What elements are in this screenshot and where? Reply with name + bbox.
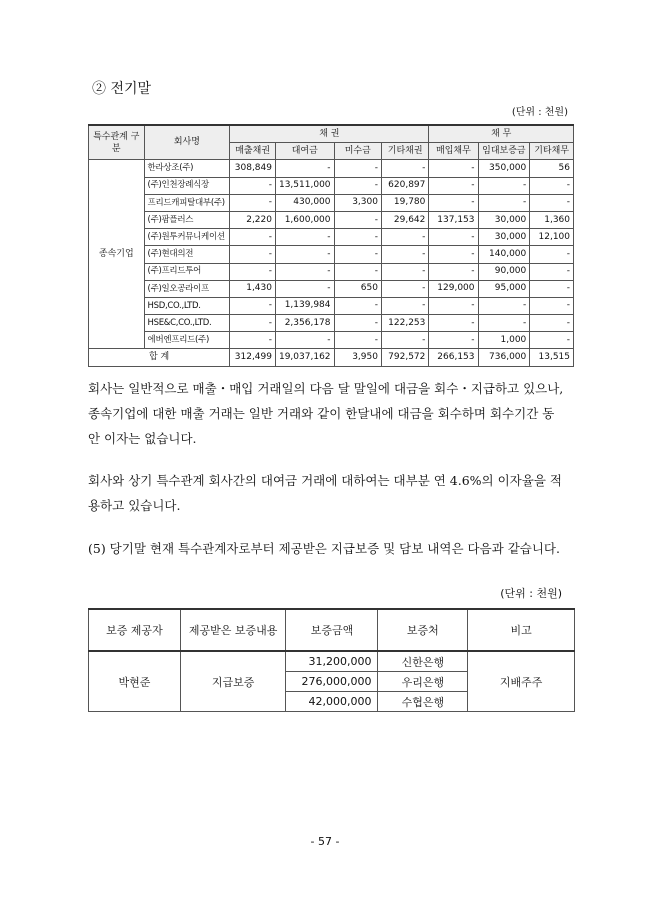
related-party-balance-table: [88, 124, 574, 367]
cell-value: -: [478, 194, 530, 211]
company-name: HSD,CO.,LTD.: [144, 297, 230, 314]
guarantee-amount: 31,200,000: [286, 651, 378, 672]
cell-value: -: [381, 297, 428, 314]
cell-value: -: [334, 246, 381, 263]
unit-label: (단위 : 천원): [511, 107, 568, 118]
cell-value: -: [334, 211, 381, 228]
cell-value: 137,153: [429, 211, 478, 228]
total-value: 19,037,162: [275, 349, 334, 366]
header-payables: 채 무: [429, 125, 574, 143]
cell-value: 129,000: [429, 280, 478, 297]
company-name: (주)프리드투어: [144, 263, 230, 280]
cell-value: -: [429, 332, 478, 349]
table-row: [89, 297, 574, 314]
table-row: [89, 263, 574, 280]
cell-value: 56: [530, 160, 574, 177]
cell-value: 29,642: [381, 211, 428, 228]
column-header: 매출채권: [230, 143, 276, 160]
group-label: 종속기업: [89, 160, 145, 349]
cell-value: -: [381, 263, 428, 280]
paragraph-guarantee-intro: (5) 당기말 현재 특수관계자로부터 제공받은 지급보증 및 담보 내역은 다음과 같습니다.: [88, 541, 560, 556]
cell-value: -: [429, 246, 478, 263]
paragraph-settlement: 회사는 일반적으로 매출・매입 거래일의 다음 달 말일에 대금을 회수・지급하고 있으나, 종속기업에 대한 매출 거래는 일반 거래와 같이 한달내에 대금을 회수하며 회수기간 동안 이자는 없습니다.: [88, 381, 564, 446]
cell-value: 19,780: [381, 194, 428, 211]
cell-value: -: [478, 315, 530, 332]
guarantee-provider: 박현준: [89, 651, 181, 712]
guarantee-content: 지급보증: [180, 651, 286, 712]
guarantee-amount: 276,000,000: [286, 672, 378, 692]
guarantee-bank: 신한은행: [378, 651, 468, 672]
cell-value: -: [275, 160, 334, 177]
total-label: 합 계: [89, 349, 230, 366]
cell-value: -: [429, 315, 478, 332]
cell-value: 95,000: [478, 280, 530, 297]
cell-value: -: [429, 177, 478, 194]
cell-value: -: [530, 280, 574, 297]
cell-value: 13,511,000: [275, 177, 334, 194]
column-header: 기타채권: [381, 143, 428, 160]
guarantee-table: [88, 608, 575, 712]
cell-value: -: [334, 332, 381, 349]
cell-value: -: [230, 315, 276, 332]
table-row: [89, 177, 574, 194]
cell-value: -: [334, 160, 381, 177]
cell-value: -: [230, 332, 276, 349]
company-name: HSE&C,CO.,LTD.: [144, 315, 230, 332]
company-name: 한라상조(주): [144, 160, 230, 177]
cell-value: -: [478, 177, 530, 194]
cell-value: -: [275, 263, 334, 280]
cell-value: 2,356,178: [275, 315, 334, 332]
cell-value: -: [334, 177, 381, 194]
cell-value: -: [429, 160, 478, 177]
company-name: (주)원투커뮤니케이션: [144, 229, 230, 246]
table-row: [89, 194, 574, 211]
cell-value: -: [429, 263, 478, 280]
total-value: 736,000: [478, 349, 530, 366]
cell-value: -: [429, 229, 478, 246]
total-value: 792,572: [381, 349, 428, 366]
cell-value: 430,000: [275, 194, 334, 211]
cell-value: 30,000: [478, 229, 530, 246]
guarantee-row: [89, 651, 575, 672]
cell-value: -: [530, 177, 574, 194]
guarantee-header: 제공받은 보증내용: [180, 609, 286, 651]
company-name: (주)현대의전: [144, 246, 230, 263]
table-row: [89, 246, 574, 263]
header-receivables: 채 권: [230, 125, 429, 143]
table-row: [89, 211, 574, 228]
cell-value: 1,430: [230, 280, 276, 297]
cell-value: -: [230, 263, 276, 280]
cell-value: 350,000: [478, 160, 530, 177]
company-name: 프리드캐피탈대부(주): [144, 194, 230, 211]
cell-value: -: [381, 246, 428, 263]
cell-value: -: [275, 332, 334, 349]
cell-value: -: [381, 280, 428, 297]
cell-value: 650: [334, 280, 381, 297]
guarantee-note: 지배주주: [468, 651, 575, 712]
guarantee-amount: 42,000,000: [286, 692, 378, 712]
table-row: [89, 332, 574, 349]
cell-value: 122,253: [381, 315, 428, 332]
column-header: 매입채무: [429, 143, 478, 160]
paragraph-interest: 회사와 상기 특수관계 회사간의 대여금 거래에 대하여는 대부분 연 4.6%의 이자율을 적용하고 있습니다.: [88, 473, 562, 513]
header-group: 특수관계 구분: [89, 125, 145, 160]
company-name: (주)인천장례식장: [144, 177, 230, 194]
cell-value: -: [275, 246, 334, 263]
cell-value: -: [530, 263, 574, 280]
cell-value: 140,000: [478, 246, 530, 263]
cell-value: -: [530, 332, 574, 349]
cell-value: -: [429, 297, 478, 314]
section-title: ② 전기말: [92, 81, 152, 97]
total-value: 13,515: [530, 349, 574, 366]
cell-value: -: [230, 177, 276, 194]
cell-value: -: [530, 297, 574, 314]
guarantee-header: 보증처: [378, 609, 468, 651]
cell-value: 3,300: [334, 194, 381, 211]
guarantee-header: 보증금액: [286, 609, 378, 651]
cell-value: 1,000: [478, 332, 530, 349]
cell-value: -: [429, 194, 478, 211]
total-value: 3,950: [334, 349, 381, 366]
cell-value: 1,360: [530, 211, 574, 228]
cell-value: 2,220: [230, 211, 276, 228]
table-row: [89, 229, 574, 246]
cell-value: -: [381, 160, 428, 177]
cell-value: 1,139,984: [275, 297, 334, 314]
cell-value: -: [334, 229, 381, 246]
column-header: 대여금: [275, 143, 334, 160]
guarantee-header: 보증 제공자: [89, 609, 181, 651]
table-row: [89, 315, 574, 332]
guarantee-header: 비고: [468, 609, 575, 651]
cell-value: -: [230, 246, 276, 263]
cell-value: 90,000: [478, 263, 530, 280]
cell-value: -: [478, 297, 530, 314]
cell-value: -: [381, 229, 428, 246]
cell-value: -: [530, 194, 574, 211]
cell-value: -: [334, 315, 381, 332]
cell-value: -: [530, 246, 574, 263]
guarantee-bank: 수협은행: [378, 692, 468, 712]
header-company: 회사명: [144, 125, 230, 160]
cell-value: 620,897: [381, 177, 428, 194]
total-value: 266,153: [429, 349, 478, 366]
company-name: (주)팜플러스: [144, 211, 230, 228]
cell-value: -: [275, 229, 334, 246]
unit-label-2: (단위 : 천원): [500, 587, 562, 600]
table-row: [89, 280, 574, 297]
column-header: 기타채무: [530, 143, 574, 160]
cell-value: 308,849: [230, 160, 276, 177]
cell-value: 1,600,000: [275, 211, 334, 228]
cell-value: -: [275, 280, 334, 297]
cell-value: -: [230, 297, 276, 314]
cell-value: -: [230, 194, 276, 211]
cell-value: -: [334, 263, 381, 280]
cell-value: -: [530, 315, 574, 332]
column-header: 미수금: [334, 143, 381, 160]
cell-value: -: [334, 297, 381, 314]
page-number: - 57 -: [310, 835, 340, 848]
company-name: (주)일오공라이프: [144, 280, 230, 297]
column-header: 임대보증금: [478, 143, 530, 160]
total-value: 312,499: [230, 349, 276, 366]
cell-value: 12,100: [530, 229, 574, 246]
cell-value: -: [381, 332, 428, 349]
cell-value: -: [230, 229, 276, 246]
table-row: [89, 160, 574, 177]
total-row: [89, 349, 574, 366]
company-name: 에버엔프리드(주): [144, 332, 230, 349]
guarantee-bank: 우리은행: [378, 672, 468, 692]
cell-value: 30,000: [478, 211, 530, 228]
